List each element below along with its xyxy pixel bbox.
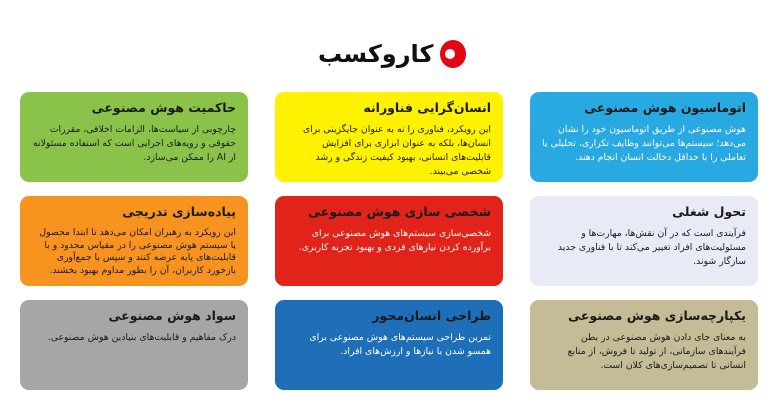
card-ai-personalization [275,196,503,286]
card-body: تمرین طراحی سیستم‌های هوش مصنوعی برای همسو شدن با نیازها و ارزش‌های افراد. [309,332,491,357]
card-title: تحول شغلی [672,204,746,219]
card-title: یکپارچه‌سازی هوش مصنوعی [568,308,746,323]
card-ai-automation [530,92,758,182]
card-body: فرآیندی است که در آن نقش‌ها، مهارت‌ها و مسئولیت‌های افراد تغییر می‌کند تا با فناوری جدید سازگار شوند. [557,228,746,267]
card-body: شخصی‌سازی سیستم‌های هوش مصنوعی برای برآورده کردن نیازهای فردی و بهبود تجربه کاربری. [298,228,491,253]
card-gradual-implementation [20,196,248,286]
card-ai-governance [20,92,248,182]
card-title: پیاده‌سازی تدریجی [122,204,236,219]
card-human-centered-design [275,300,503,390]
card-title: حاکمیت هوش مصنوعی [91,100,236,115]
card-job-transformation [530,196,758,286]
logo-icon [440,40,467,68]
card-title: اتوماسیون هوش مصنوعی [584,100,746,115]
brand-logo [318,34,466,74]
card-body: چارچوبی از سیاست‌ها، الزامات اخلاقی، مقررات حقوقی و رویه‌های اجرایی است که استفاده مسئولانه از AI را ممکن می‌سازد. [33,124,236,163]
card-body: این رویکرد به رهبران امکان می‌دهد تا ابتدا محصول یا سیستم هوش مصنوعی را در مقیاس محدود و با قابلیت‌های پایه عرضه کنند و سپس با جمع‌آوری بازخورد کاربران، آن را بطور مداوم بهبود بخشند. [39,227,236,276]
card-body: به معنای جای دادن هوش مصنوعی در بطن فرآیندهای سازمانی، از تولید تا فروش، از منابع انسانی تا تصمیم‌سازی‌های کلان است. [567,332,746,371]
card-ai-integration [530,300,758,390]
card-title: سواد هوش مصنوعی [108,308,236,323]
card-ai-literacy [20,300,248,390]
card-tech-humanism [275,92,503,182]
logo-text: کاروکسب [318,40,434,68]
card-title: انسان‌گرایی فناورانه [363,100,491,115]
card-title: شخصی سازی هوش مصنوعی [308,204,491,219]
card-body: درک مفاهیم و قابلیت‌های بنیادین هوش مصنوعی. [47,332,236,343]
card-title: طراحی انسان‌محور [372,308,491,323]
card-body: این رویکرد، فناوری را نه به عنوان جایگزینی برای انسان‌ها، بلکه به عنوان ابزاری برای افزایش قابلیت‌های انسانی، بهبود کیفیت زندگی و رشد شخصی می‌بیند. [302,124,491,177]
card-body: هوش مصنوعی از طریق اتوماسیون خود را نشان می‌دهد؛ سیستم‌ها می‌توانند وظایف تکراری، تحلیلی یا تعاملی را با حداقل دخالت انسان انجام دهند. [542,124,746,163]
